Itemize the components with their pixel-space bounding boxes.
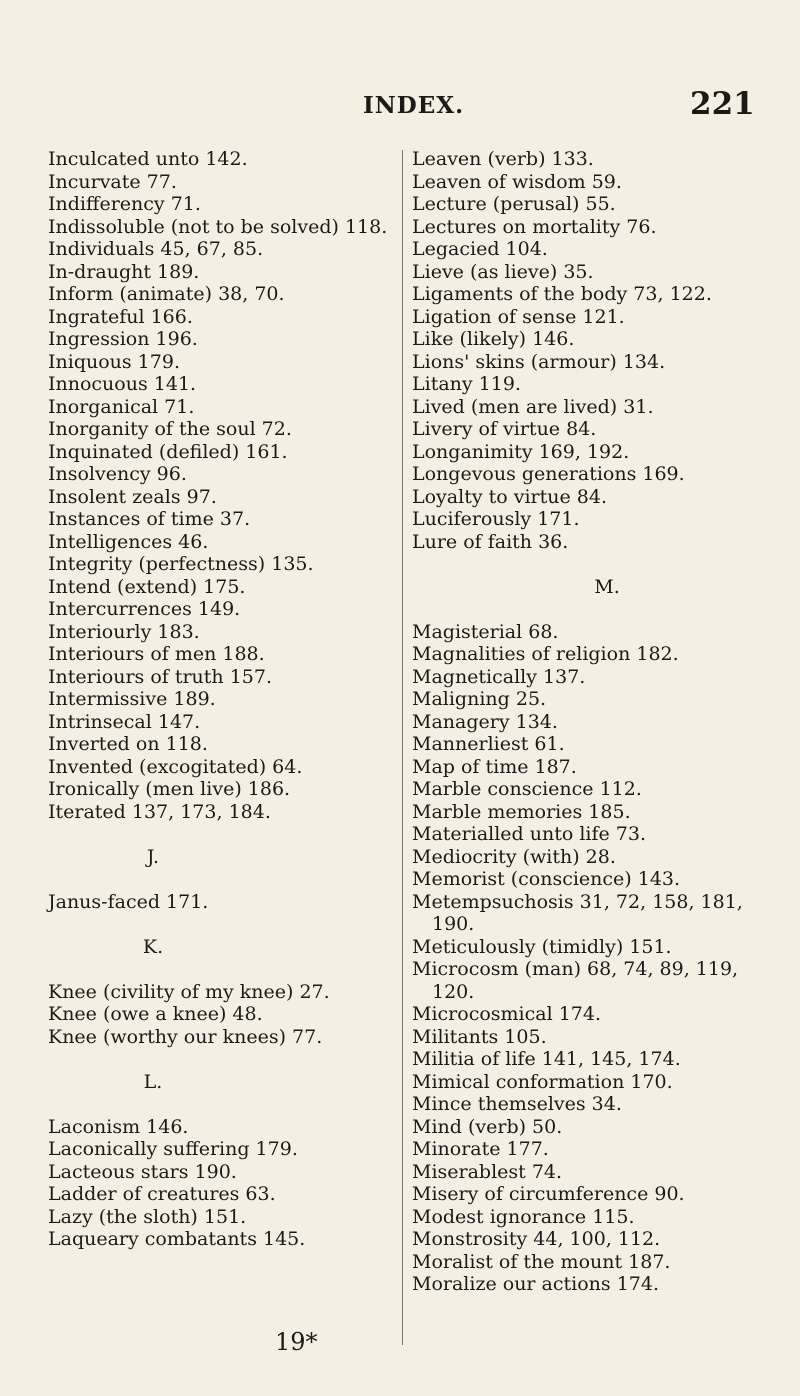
index-entry: Like (likely) 146.	[412, 328, 575, 350]
index-entry: Intelligences 46.	[48, 530, 209, 553]
index-entry: Inquinated (defiled) 161.	[48, 440, 288, 463]
index-entry: Knee (civility of my knee) 27.	[48, 980, 330, 1003]
entries-k	[48, 981, 393, 1049]
index-entry: Indissoluble (not to be solved) 118.	[48, 215, 388, 238]
index-entry: Miserablest 74.	[412, 1160, 563, 1183]
index-entry: Mimical conformation 170.	[412, 1070, 673, 1093]
index-entry: Knee (worthy our knees) 77.	[48, 1025, 323, 1048]
index-entry: Map of time 187.	[412, 755, 577, 778]
index-entry: Ingression 196.	[48, 328, 198, 350]
index-entry: Laconism 146.	[48, 1115, 189, 1138]
index-entry: Invented (excogitated) 64.	[48, 755, 303, 778]
index-entry: Livery of virtue 84.	[412, 418, 597, 440]
index-entry: Militants 105.	[412, 1025, 547, 1048]
index-entry: Mind (verb) 50.	[412, 1115, 563, 1138]
index-entry: Inorganical 71.	[48, 395, 195, 418]
entries-l-continued	[412, 148, 797, 553]
entries-l	[48, 1116, 393, 1251]
index-entry: Meticulously (timidly) 151.	[412, 935, 672, 958]
index-entry: Inverted on 118.	[48, 733, 208, 755]
entries-i	[48, 148, 393, 823]
index-entry: Innocuous 141.	[48, 373, 197, 395]
index-entry: Materialled unto life 73.	[412, 823, 647, 845]
page-header	[0, 86, 800, 126]
index-entry: Interiours of truth 157.	[48, 665, 273, 688]
index-entry: Ingrateful 166.	[48, 305, 193, 328]
index-entry: Interiours of men 188.	[48, 643, 265, 665]
page-number: 221	[690, 86, 755, 122]
index-entry: In-draught 189.	[48, 260, 200, 283]
index-entry: Ligation of sense 121.	[412, 305, 625, 328]
index-entry: Intrinsecal 147.	[48, 710, 201, 733]
index-entry: Litany 119.	[412, 373, 521, 395]
index-entry: Loyalty to virtue 84.	[412, 485, 607, 508]
index-entry: Minorate 177.	[412, 1138, 549, 1160]
index-entry: Instances of time 37.	[48, 508, 251, 530]
entries-j	[48, 891, 393, 914]
index-entry: Longanimity 169, 192.	[412, 440, 630, 463]
index-entry: Microcosmical 174.	[412, 1003, 602, 1025]
index-entry: Insolvency 96.	[48, 463, 187, 485]
index-entry: Luciferously 171.	[412, 508, 580, 530]
index-entry: Ladder of creatures 63.	[48, 1183, 276, 1205]
index-entry: Leaven (verb) 133.	[412, 148, 594, 170]
index-entry-continuation: 120.	[432, 980, 475, 1003]
index-entry: Mince themselves 34.	[412, 1093, 622, 1115]
section-gap	[48, 823, 393, 846]
index-entry: Lazy (the sloth) 151.	[48, 1205, 247, 1228]
index-entry: Maligning 25.	[412, 688, 547, 710]
index-entry: Mannerliest 61.	[412, 733, 565, 755]
section-gap	[48, 1093, 393, 1116]
section-gap	[412, 553, 797, 576]
index-entry: Managery 134.	[412, 710, 558, 733]
index-entry: Marble conscience 112.	[412, 778, 642, 800]
entries-m	[412, 621, 797, 1296]
index-entry: Moralize our actions 174.	[412, 1273, 659, 1295]
index-entry: Individuals 45, 67, 85.	[48, 238, 264, 260]
index-entry: Monstrosity 44, 100, 112.	[412, 1228, 661, 1250]
index-entry: Memorist (conscience) 143.	[412, 868, 681, 890]
signature-mark: 19*	[275, 1328, 318, 1356]
index-entry: Metempsuchosis 31, 72, 158, 181,	[412, 890, 743, 913]
index-entry: Modest ignorance 115.	[412, 1205, 635, 1228]
index-entry: Lions' skins (armour) 134.	[412, 350, 666, 373]
section-gap	[412, 598, 797, 621]
section-gap	[48, 913, 393, 936]
index-entry: Magnetically 137.	[412, 665, 586, 688]
index-entry: Knee (owe a knee) 48.	[48, 1003, 263, 1025]
running-title: INDEX.	[363, 92, 465, 119]
index-entry: Indifferency 71.	[48, 193, 201, 215]
section-letter-l: L.	[143, 1070, 163, 1093]
index-entry: Incurvate 77.	[48, 170, 177, 193]
index-entry: Mediocrity (with) 28.	[412, 845, 616, 868]
column-divider	[402, 150, 403, 1345]
index-entry: Ligaments of the body 73, 122.	[412, 283, 712, 305]
index-entry: Misery of circumference 90.	[412, 1183, 685, 1205]
index-entry: Leaven of wisdom 59.	[412, 170, 622, 193]
index-entry: Moralist of the mount 187.	[412, 1250, 671, 1273]
index-entry: Laqueary combatants 145.	[48, 1228, 306, 1250]
index-entry: Ironically (men live) 186.	[48, 778, 291, 800]
index-column-right	[412, 148, 797, 1296]
section-letter-j: J.	[146, 845, 160, 868]
index-entry: Lectures on mortality 76.	[412, 215, 657, 238]
section-letter-m: M.	[594, 575, 620, 598]
index-entry: Laconically suffering 179.	[48, 1138, 298, 1160]
index-entry: Lecture (perusal) 55.	[412, 193, 616, 215]
section-gap	[48, 1048, 393, 1071]
index-entry: Lacteous stars 190.	[48, 1160, 237, 1183]
index-entry: Inform (animate) 38, 70.	[48, 283, 285, 305]
index-entry: Inculcated unto 142.	[48, 148, 248, 170]
section-gap	[48, 868, 393, 891]
index-entry: Insolent zeals 97.	[48, 485, 217, 508]
index-entry: Legacied 104.	[412, 238, 548, 260]
index-entry: Integrity (perfectness) 135.	[48, 553, 314, 575]
index-entry: Lived (men are lived) 31.	[412, 395, 654, 418]
index-entry: Marble memories 185.	[412, 800, 631, 823]
index-entry: Magisterial 68.	[412, 620, 559, 643]
index-entry: Intermissive 189.	[48, 688, 216, 710]
index-entry-continuation: 190.	[432, 913, 475, 935]
section-gap	[48, 958, 393, 981]
index-entry: Longevous generations 169.	[412, 463, 685, 485]
index-entry: Magnalities of religion 182.	[412, 643, 679, 665]
index-entry: Inorganity of the soul 72.	[48, 418, 292, 440]
index-entry: Intend (extend) 175.	[48, 575, 246, 598]
index-entry: Microcosm (man) 68, 74, 89, 119,	[412, 958, 739, 980]
index-entry: Lure of faith 36.	[412, 530, 569, 553]
index-entry: Lieve (as lieve) 35.	[412, 260, 594, 283]
index-entry: Militia of life 141, 145, 174.	[412, 1048, 681, 1070]
section-letter-k: K.	[142, 935, 164, 958]
index-entry: Janus-faced 171.	[48, 890, 209, 913]
index-entry: Interiourly 183.	[48, 620, 200, 643]
index-entry: Intercurrences 149.	[48, 598, 241, 620]
index-entry: Iterated 137, 173, 184.	[48, 800, 271, 823]
index-entry: Iniquous 179.	[48, 350, 180, 373]
index-column-left	[48, 148, 393, 1251]
